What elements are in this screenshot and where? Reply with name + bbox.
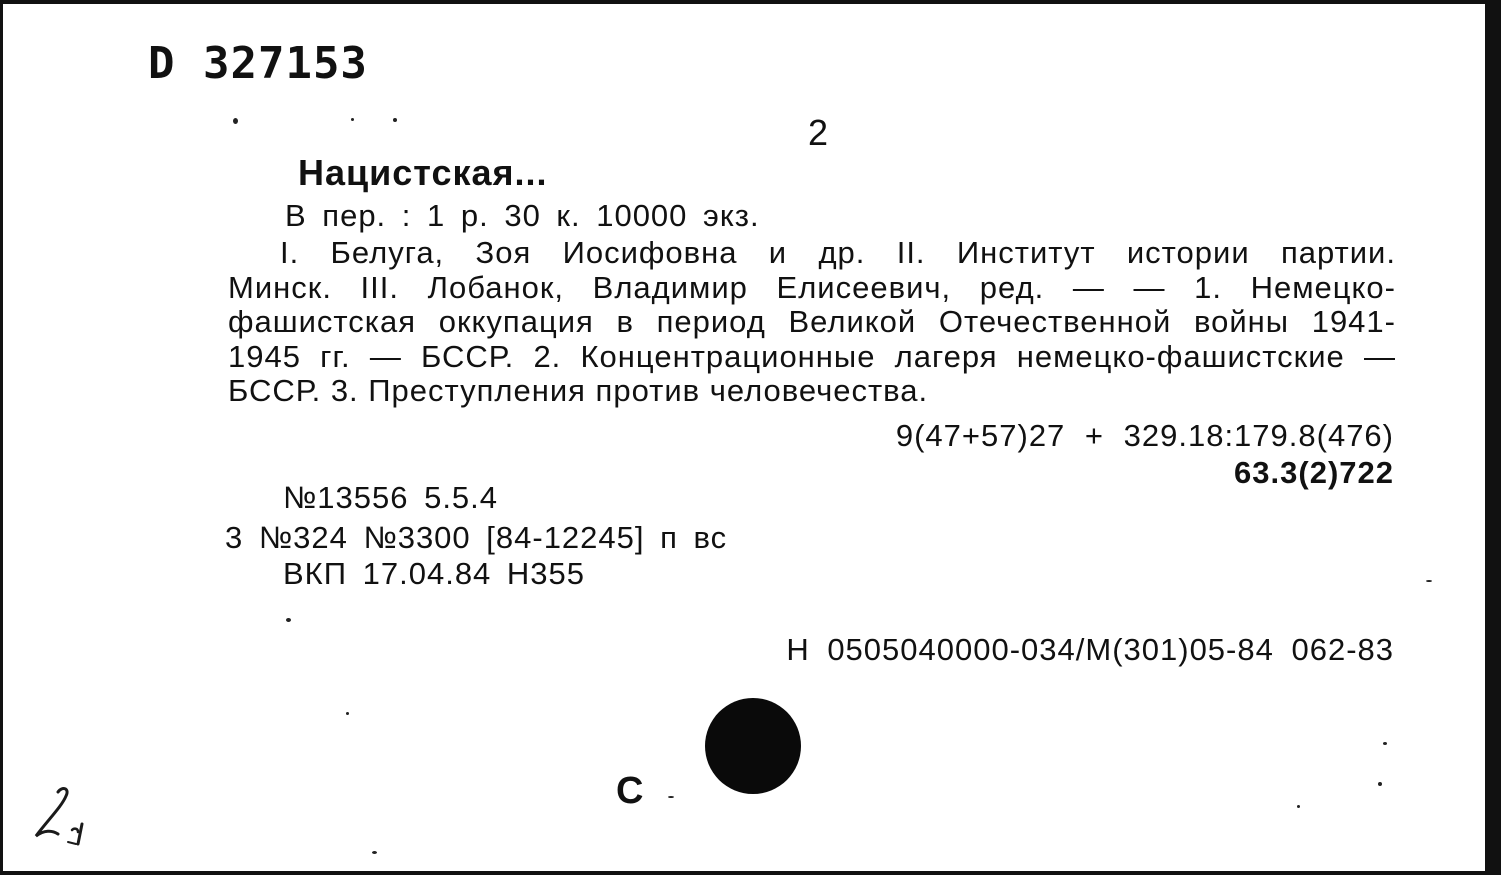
entry-line: Минск. III. Лобанок, Владимир Елисеевич, ред. — — 1. Немецко- <box>228 269 1396 305</box>
speck <box>233 118 238 124</box>
catalog-number: D 327153 <box>148 38 368 89</box>
price-line: В пер. : 1 р. 30 к. 10000 экз. <box>285 198 760 233</box>
speck <box>346 712 349 715</box>
entry-line: I. Белуга, Зоя Иосифовна и др. II. Институт истории партии. <box>280 235 1396 270</box>
punch-hole <box>705 698 801 794</box>
entry-line: фашистская оккупация в период Великой Отечественной войны 1941- <box>228 304 1396 339</box>
subject-entries <box>228 236 1396 409</box>
corner-letter: С <box>616 770 644 812</box>
speck <box>1297 805 1300 808</box>
entry-line: 1945 гг. — БССР. 2. Концентрационные лагеря немецко-фашистские — <box>228 338 1396 374</box>
speck <box>668 796 674 798</box>
book-title: Нацистская... <box>298 152 548 193</box>
speck <box>1378 782 1382 786</box>
speck <box>286 618 291 622</box>
classification-code-bold: 63.3(2)722 <box>1234 455 1394 490</box>
page-number: 2 <box>808 112 829 153</box>
index-code: Н 0505040000-034/М(301)05-84 062-83 <box>786 632 1394 667</box>
record-number: №13556 5.5.4 <box>283 480 499 515</box>
entry-line: БССР. 3. Преступления против человечества. <box>228 373 929 408</box>
speck <box>393 118 397 122</box>
handwritten-mark <box>28 780 108 850</box>
speck <box>351 118 354 121</box>
registration-record: ВКП 17.04.84 Н355 <box>283 556 586 591</box>
speck <box>1383 742 1387 745</box>
speck <box>1426 580 1432 582</box>
classification-code: 9(47+57)27 + 329.18:179.8(476) <box>895 418 1394 453</box>
speck <box>372 851 377 854</box>
order-record: 3 №324 №3300 [84-12245] п вс <box>225 520 728 555</box>
